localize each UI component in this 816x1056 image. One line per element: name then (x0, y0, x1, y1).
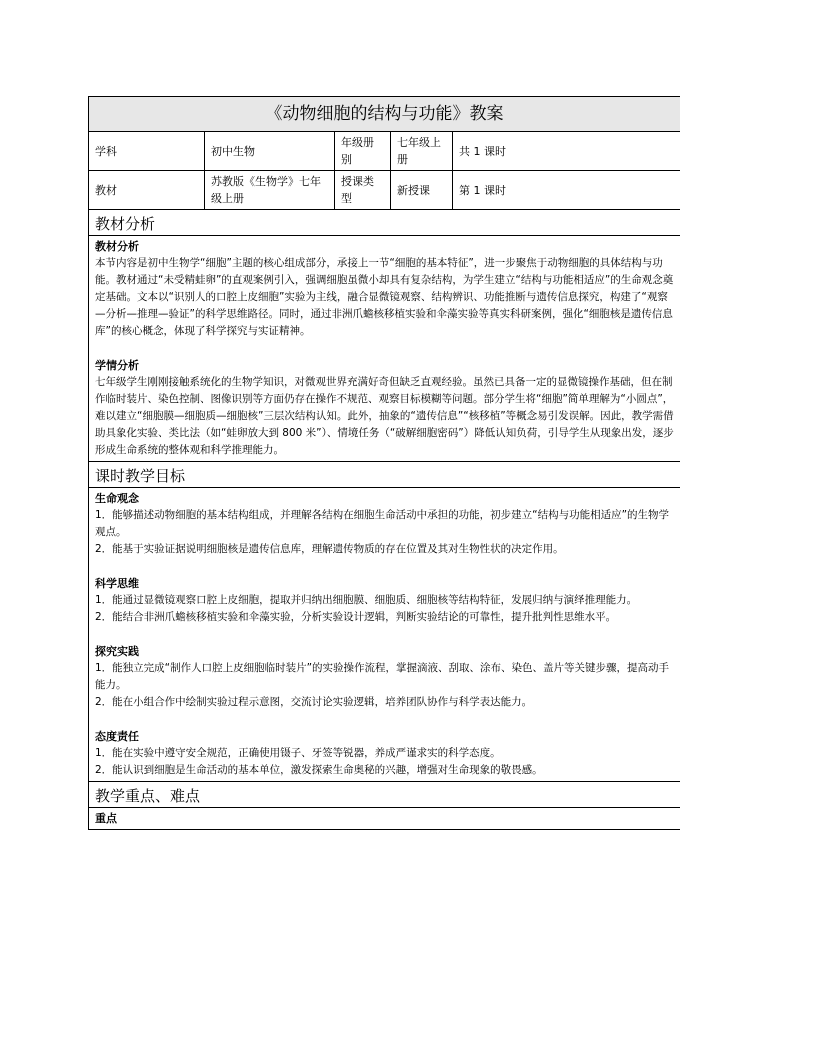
section-heading-analysis: 教材分析 (89, 210, 681, 236)
period-value: 第 1 课时 (453, 171, 681, 210)
material-analysis-text: 本节内容是初中生物学“细胞”主题的核心组成部分，承接上一节“细胞的基本特征”，进一步聚焦于动物细胞的具体结构与功能。教材通过“未受精蛙卵”的直观案例引入，强调细胞虽微小却具有复杂结构，为学生建立“结构与功能相适应”的生命观念奠定基础。文本以“识别人的口腔上皮细胞”实验为主线，融合显微镜观察、结构辨识、功能推断与遗传信息探究，构建了“观察—分析—推理—验证”的科学思维路径。同时，通过非洲爪蟾核移植实验和伞藻实验等真实科研案例，强化“细胞核是遗传信息库”的核心概念，体现了科学探究与实证精神。 (95, 257, 674, 337)
subject-label: 学科 (89, 132, 205, 171)
lesson-type-value: 新授课 (391, 171, 453, 210)
goal-item: 2．能基于实验证据说明细胞核是遗传信息库，理解遗传物质的存在位置及其对生物性状的决定作用。 (95, 543, 564, 555)
goal-item: 1．能够描述动物细胞的基本结构组成，并理解各结构在细胞生命活动中承担的功能，初步建立“结构与功能相适应”的生物学观点。 (95, 509, 670, 538)
subheading-key-points: 重点 (95, 812, 117, 825)
goal-group-title: 科学思维 (95, 577, 139, 590)
goal-item: 2．能在小组合作中绘制实验过程示意图，交流讨论实验逻辑，培养团队协作与科学表达能力。 (95, 696, 533, 708)
grade-value: 七年级上册 (391, 132, 453, 171)
lesson-plan-document (88, 96, 680, 1056)
subheading-material-analysis: 教材分析 (95, 240, 139, 253)
material-value: 苏教版《生物学》七年级上册 (205, 171, 335, 210)
goal-item: 2．能认识到细胞是生命活动的基本单位，激发探索生命奥秘的兴趣，增强对生命现象的敬畏感。 (95, 764, 543, 776)
subheading-student-analysis: 学情分析 (95, 359, 139, 372)
section-heading-key-points: 教学重点、难点 (89, 782, 681, 808)
goal-item: 2．能结合非洲爪蟾核移植实验和伞藻实验，分析实验设计逻辑，判断实验结论的可靠性，提升批判性思维水平。 (95, 611, 617, 623)
goal-group-title: 态度责任 (95, 730, 139, 743)
key-points-content (89, 808, 681, 830)
goal-group-title: 探究实践 (95, 645, 139, 658)
goals-content (89, 488, 681, 782)
subject-value: 初中生物 (205, 132, 335, 171)
lesson-plan-table (88, 96, 680, 830)
goal-item: 1．能在实验中遵守安全规范，正确使用镊子、牙签等锐器，养成严谨求实的科学态度。 (95, 747, 501, 759)
section-heading-goals: 课时教学目标 (89, 462, 681, 488)
document-title: 《动物细胞的结构与功能》教案 (89, 97, 681, 132)
grade-label: 年级册别 (335, 132, 391, 171)
goal-item: 1．能通过显微镜观察口腔上皮细胞，提取并归纳出细胞膜、细胞质、细胞核等结构特征，发展归纳与演绎推理能力。 (95, 594, 638, 606)
goal-item: 1．能独立完成“制作人口腔上皮细胞临时装片”的实验操作流程，掌握滴液、刮取、涂布、染色、盖片等关键步骤，提高动手能力。 (95, 662, 670, 691)
material-label: 教材 (89, 171, 205, 210)
goal-group-title: 生命观念 (95, 492, 139, 505)
info-row-subject (89, 132, 681, 171)
analysis-content (89, 236, 681, 462)
lesson-type-label: 授课类型 (335, 171, 391, 210)
info-row-material (89, 171, 681, 210)
student-analysis-text: 七年级学生刚刚接触系统化的生物学知识，对微观世界充满好奇但缺乏直观经验。虽然已具备一定的显微镜操作基础，但在制作临时装片、染色控制、图像识别等方面仍存在操作不规范、观察目标模糊等问题。部分学生将“细胞”简单理解为“小圆点”，难以建立“细胞膜—细胞质—细胞核”三层次结构认知。此外，抽象的“遗传信息”“核移植”等概念易引发误解。因此，教学需借助具象化实验、类比法（如“蛙卵放大到 800 米”）、情境任务（“破解细胞密码”）降低认知负荷，引导学生从现象出发，逐步形成生命系统的整体观和科学推理能力。 (95, 376, 674, 456)
total-hours: 共 1 课时 (453, 132, 681, 171)
